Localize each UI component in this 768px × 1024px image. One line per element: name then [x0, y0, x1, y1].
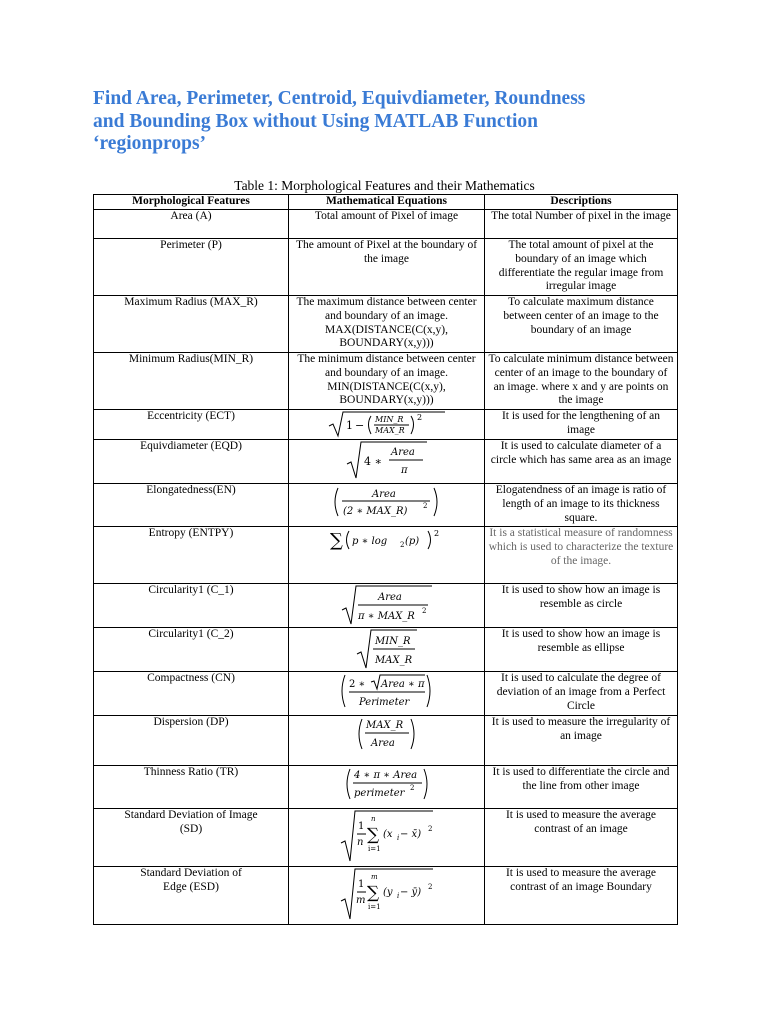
description-cell: It is used to measure the average contrast of an image	[485, 809, 678, 867]
table-row	[94, 672, 678, 716]
dispersion-formula	[356, 716, 418, 752]
feature-cell	[94, 867, 289, 925]
description-cell: It is used for the lengthening of an image	[485, 410, 678, 440]
morphological-features-table	[93, 194, 678, 925]
svg-text:MAX_R: MAX_R	[365, 720, 403, 731]
feature-cell	[94, 809, 289, 867]
circularity1-formula	[340, 584, 434, 626]
svg-text:(x: (x	[382, 829, 393, 840]
svg-text:p ∗ log: p ∗ log	[351, 536, 387, 547]
svg-text:∑: ∑	[366, 825, 379, 845]
feature-cell: Equivdiameter (EQD)	[94, 440, 289, 484]
svg-text:π ∗ MAX_R: π ∗ MAX_R	[357, 611, 415, 622]
table-row	[94, 716, 678, 766]
equation-cell	[289, 484, 485, 527]
svg-text:Perimeter: Perimeter	[358, 697, 409, 708]
description-cell: It is used to calculate diameter of a circle which has same area as an image	[485, 440, 678, 484]
standard-deviation-formula	[339, 809, 435, 863]
header-descriptions: Descriptions	[485, 195, 678, 210]
feature-line-2: (SD)	[179, 822, 203, 835]
svg-text:2: 2	[422, 502, 427, 510]
table-row	[94, 353, 678, 410]
feature-cell: Perimeter (P)	[94, 239, 289, 296]
table-caption: Table 1: Morphological Features and their Mathematics	[234, 178, 535, 193]
header-equations: Mathematical Equations	[289, 195, 485, 210]
svg-text:−: −	[354, 419, 364, 432]
svg-text:MAX_R: MAX_R	[374, 426, 405, 435]
table-row	[94, 210, 678, 239]
feature-cell: Minimum Radius(MIN_R)	[94, 353, 289, 410]
svg-text:(y: (y	[382, 887, 393, 898]
svg-text:4 ∗ π ∗ Area: 4 ∗ π ∗ Area	[353, 770, 417, 781]
svg-text:m: m	[370, 873, 378, 881]
svg-text:2: 2	[399, 541, 404, 549]
svg-text:2 ∗: 2 ∗	[348, 679, 365, 690]
feature-cell: Compactness (CN)	[94, 672, 289, 716]
feature-cell: Circularity1 (C_1)	[94, 584, 289, 628]
table-row	[94, 484, 678, 527]
equation-cell	[289, 809, 485, 867]
description-cell: To calculate maximum distance between center of an image to the boundary of an image	[485, 296, 678, 353]
svg-text:2: 2	[427, 825, 432, 833]
feature-cell: Circularity1 (C_2)	[94, 628, 289, 672]
svg-text:m: m	[355, 895, 365, 906]
equation-cell: The amount of Pixel at the boundary of the image	[289, 239, 485, 296]
feature-cell: Thinness Ratio (TR)	[94, 766, 289, 809]
svg-text:(p): (p)	[404, 536, 419, 547]
equation-cell	[289, 628, 485, 672]
svg-text:i: i	[396, 834, 399, 842]
equation-cell: The maximum distance between center and boundary of an image. MAX(DISTANCE(C(x,y), BOUNDARY(x,y)))	[289, 296, 485, 353]
entropy-formula	[329, 527, 445, 551]
svg-text:1: 1	[357, 879, 364, 890]
title-line-1: Find Area, Perimeter, Centroid, Equivdiameter, Roundness	[93, 88, 586, 109]
feature-cell: Entropy (ENTPY)	[94, 527, 289, 584]
svg-text:− x̄): − x̄)	[399, 829, 421, 840]
equation-cell	[289, 584, 485, 628]
table-row	[94, 239, 678, 296]
compactness-formula	[339, 672, 435, 710]
table-row	[94, 584, 678, 628]
svg-text:2: 2	[421, 607, 426, 615]
svg-text:− ȳ): − ȳ)	[399, 887, 421, 898]
title-line-3: ‘regionprops’	[93, 133, 207, 154]
svg-text:Area ∗ π: Area ∗ π	[380, 679, 425, 690]
equation-cell	[289, 527, 485, 584]
svg-text:i: i	[396, 892, 399, 900]
table-row	[94, 628, 678, 672]
equation-cell	[289, 672, 485, 716]
equation-cell: The minimum distance between center and boundary of an image. MIN(DISTANCE(C(x,y), BOUNDARY(x,y)))	[289, 353, 485, 410]
svg-text:π: π	[400, 465, 408, 476]
equivdiameter-formula	[345, 440, 429, 480]
description-cell: It is used to show how an image is resemble as circle	[485, 584, 678, 628]
table-row	[94, 867, 678, 925]
svg-text:Area: Area	[377, 592, 402, 603]
description-cell: The total amount of pixel at the boundary of an image which differentiate the regular image from irregular image	[485, 239, 678, 296]
equation-cell	[289, 867, 485, 925]
eccentricity-formula	[327, 410, 447, 438]
equation-cell	[289, 716, 485, 766]
table-row	[94, 809, 678, 867]
feature-line-2: Edge (ESD)	[163, 880, 219, 893]
svg-text:2: 2	[409, 784, 414, 792]
feature-cell: Area (A)	[94, 210, 289, 239]
description-cell: It is used to measure the average contrast of an image Boundary	[485, 867, 678, 925]
circularity2-formula	[355, 628, 419, 670]
svg-text:i=1: i=1	[367, 903, 381, 911]
description-cell: It is a statistical measure of randomness which is used to characterize the texture of the image.	[485, 527, 678, 584]
table-header-row	[94, 195, 678, 210]
svg-text:i=1: i=1	[367, 845, 381, 853]
table-row	[94, 440, 678, 484]
svg-text:(2 ∗ MAX_R): (2 ∗ MAX_R)	[342, 506, 407, 517]
svg-text:1: 1	[357, 821, 364, 832]
table-row	[94, 527, 678, 584]
feature-cell: Maximum Radius (MAX_R)	[94, 296, 289, 353]
description-cell: It is used to calculate the degree of deviation of an image from a Perfect Circle	[485, 672, 678, 716]
feature-cell: Elongatedness(EN)	[94, 484, 289, 527]
table-row	[94, 410, 678, 440]
svg-text:2: 2	[433, 529, 439, 538]
svg-text:4 ∗: 4 ∗	[363, 455, 382, 468]
svg-text:Area: Area	[390, 447, 415, 458]
description-cell: To calculate minimum distance between center of an image to the boundary of an image. where x and y are points on the image	[485, 353, 678, 410]
feature-cell: Dispersion (DP)	[94, 716, 289, 766]
svg-text:MIN_R: MIN_R	[374, 415, 403, 424]
svg-text:2: 2	[427, 883, 432, 891]
title-line-2: and Bounding Box without Using MATLAB Function	[93, 110, 539, 132]
svg-text:1: 1	[345, 419, 353, 432]
edge-standard-deviation-formula	[339, 867, 435, 921]
feature-line-1: Standard Deviation of	[140, 867, 242, 879]
description-cell: Elogatendness of an image is ratio of length of an image to its thickness square.	[485, 484, 678, 527]
svg-text:MIN_R: MIN_R	[374, 636, 410, 647]
page-title	[93, 88, 693, 156]
svg-text:n: n	[356, 837, 363, 848]
equation-cell: Total amount of Pixel of image	[289, 210, 485, 239]
svg-text:Area: Area	[371, 489, 396, 500]
svg-text:∑: ∑	[366, 883, 379, 903]
thinness-ratio-formula	[344, 766, 430, 802]
equation-cell	[289, 440, 485, 484]
description-cell: It is used to measure the irregularity of an image	[485, 716, 678, 766]
description-cell: It is used to show how an image is resemble as ellipse	[485, 628, 678, 672]
description-cell: The total Number of pixel in the image	[485, 210, 678, 239]
equation-cell	[289, 410, 485, 440]
svg-text:n: n	[370, 815, 376, 823]
svg-text:∑: ∑	[329, 530, 343, 551]
equation-cell	[289, 766, 485, 809]
feature-cell: Eccentricity (ECT)	[94, 410, 289, 440]
elongatedness-formula	[332, 484, 442, 520]
description-cell: It is used to differentiate the circle and the line from other image	[485, 766, 678, 809]
feature-line-1: Standard Deviation of Image	[124, 809, 258, 821]
svg-text:perimeter: perimeter	[353, 788, 404, 799]
header-features: Morphological Features	[94, 195, 289, 210]
svg-text:Area: Area	[370, 738, 395, 749]
table-row	[94, 766, 678, 809]
svg-text:MAX_R: MAX_R	[374, 655, 412, 666]
svg-text:2: 2	[416, 413, 422, 422]
table-row	[94, 296, 678, 353]
